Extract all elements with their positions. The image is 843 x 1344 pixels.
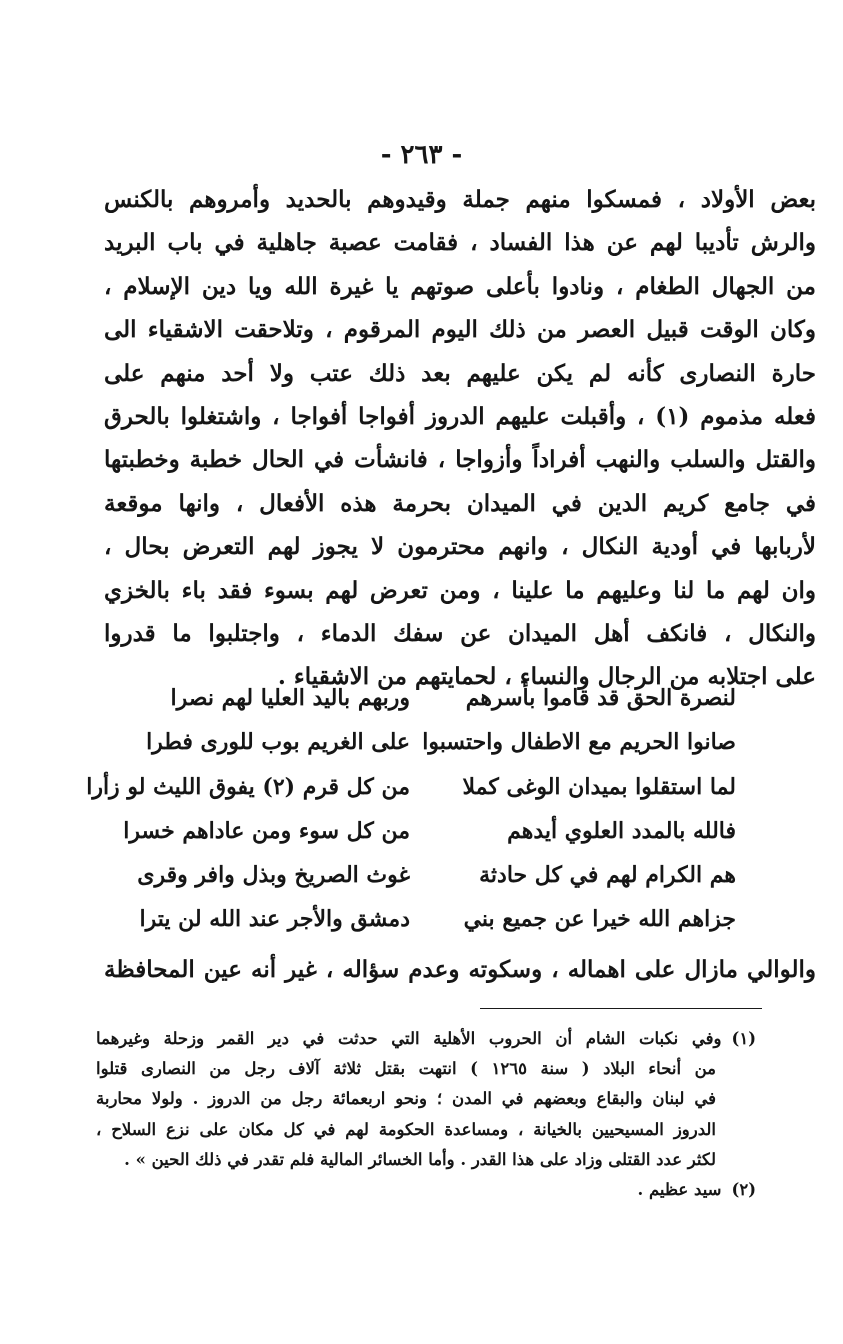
- footnote-2-text: سيد عظيم .: [637, 1179, 722, 1199]
- footnote-1-line: من أنحاء البلاد ( سنة ١٢٦٥ ) انتهت بقتل ثلاثة آلاف رجل من النصارى قتلوا: [96, 1059, 716, 1079]
- page-number: - ٢٦٣ -: [380, 140, 463, 170]
- poem-verse: [86, 765, 736, 809]
- verse-second-hemistich: وربهم باليد العليا لهم نصرا: [170, 685, 410, 711]
- footnote-divider: [480, 1008, 762, 1009]
- text-line: فعله مذموم (١) ، وأقبلت عليهم الدروز أفواجا أفواجا ، واشتغلوا بالحرق: [104, 402, 816, 430]
- verse-first-hemistich: صانوا الحريم مع الاطفال واحتسبوا: [422, 729, 736, 756]
- verse-first-hemistich: هم الكرام لهم في كل حادثة: [479, 862, 736, 889]
- verse-second-hemistich: على الغريم بوب للورى فطرا: [146, 729, 410, 756]
- text-line: لأربابها في أودية النكال ، وانهم محترمون لا يجوز لهم التعرض بحال ،: [104, 533, 816, 561]
- verse-second-hemistich: دمشق والأجر عند الله لن يترا: [139, 906, 410, 933]
- text-line: وان لهم ما لنا وعليهم ما علينا ، ومن تعرض لهم بسوء فقد باء بالخزي: [104, 576, 816, 604]
- verse-first-hemistich: لما استقلوا بميدان الوغى كملا: [462, 773, 736, 800]
- footnote-2-line: [96, 1175, 756, 1205]
- verse-first-hemistich: فالله بالمدد العلوي أيدهم: [507, 817, 736, 844]
- poem-verse: [110, 853, 736, 897]
- verse-first-hemistich: لنصرة الحق قد قاموا بأسرهم: [465, 685, 736, 711]
- footnote-1-line: [96, 1024, 756, 1054]
- poem: [86, 676, 736, 942]
- verse-second-hemistich: غوث الصريخ وبذل وافر وقرى: [137, 862, 410, 889]
- text-line: بعض الأولاد ، فمسكوا منهم جملة وقيدوهم بالحديد وأمروهم بالكنس: [104, 186, 816, 213]
- closing-paragraph: [104, 948, 816, 991]
- text-line: والوالي مازال على اهماله ، وسكوته وعدم سؤاله ، غير أنه عين المحافظة: [104, 956, 816, 983]
- text-line: وكان الوقت قبيل العصر من ذلك اليوم المرقوم ، وتلاحقت الاشقياء الى: [104, 316, 816, 344]
- text-line: والرش تأديبا لهم عن هذا الفساد ، فقامت عصبة جاهلية في باب البريد: [104, 229, 816, 257]
- footnote-1-line: في لبنان والبقاع وبعضهم في المدن ؛ ونحو اربعمائة رجل من الدروز . ولولا محاربة: [96, 1089, 716, 1109]
- text-line: والنكال ، فانكف أهل الميدان عن سفك الدماء ، واجتلبوا ما قدروا: [104, 619, 816, 647]
- verse-second-hemistich: من كل قرم (٢) يفوق الليث لو زأرا: [86, 773, 410, 800]
- footnote-1-line: الدروز المسيحيين بالخيانة ، ومساعدة الحكومة لهم في كل مكان على نزع السلاح ،: [96, 1119, 716, 1139]
- footnote-2-marker: (٢): [731, 1179, 756, 1199]
- poem-verse: [110, 720, 736, 764]
- text-line: حارة النصارى كأنه لم يكن عليهم بعد ذلك عتب ولا أحد منهم على: [104, 359, 816, 387]
- footnotes: [96, 1024, 756, 1205]
- poem-verse: [110, 676, 736, 720]
- text-line: في جامع كريم الدين في الميدان بحرمة هذه الأفعال ، وانها موقعة: [104, 489, 816, 517]
- verse-second-hemistich: من كل سوء ومن عاداهم خسرا: [123, 817, 410, 844]
- poem-verse: [110, 809, 736, 853]
- footnote-1-text: وفي نكبات الشام أن الحروب الأهلية التي حدثت في دير القمر وزحلة وغيرهما: [96, 1029, 722, 1048]
- body-paragraph: [104, 178, 816, 699]
- footnote-1-marker: (١): [731, 1029, 756, 1048]
- poem-verse: [110, 897, 736, 941]
- text-line: والقتل والسلب والنهب أفراداً وأزواجا ، فانشأت في الحال خطبة وخطبتها: [104, 446, 816, 474]
- text-line: من الجهال الطغام ، ونادوا بأعلى صوتهم يا غيرة الله ويا دين الإسلام ،: [104, 272, 816, 300]
- verse-first-hemistich: جزاهم الله خيرا عن جميع بني: [463, 906, 736, 933]
- text-line: على اجتلابه من الرجال والنساء ، لحمايتهم من الاشقياء .: [277, 663, 816, 691]
- footnote-1-line: لكثر عدد القتلى وزاد على هذا القدر . وأما الخسائر المالية فلم تقدر في ذلك الحين » .: [124, 1149, 716, 1169]
